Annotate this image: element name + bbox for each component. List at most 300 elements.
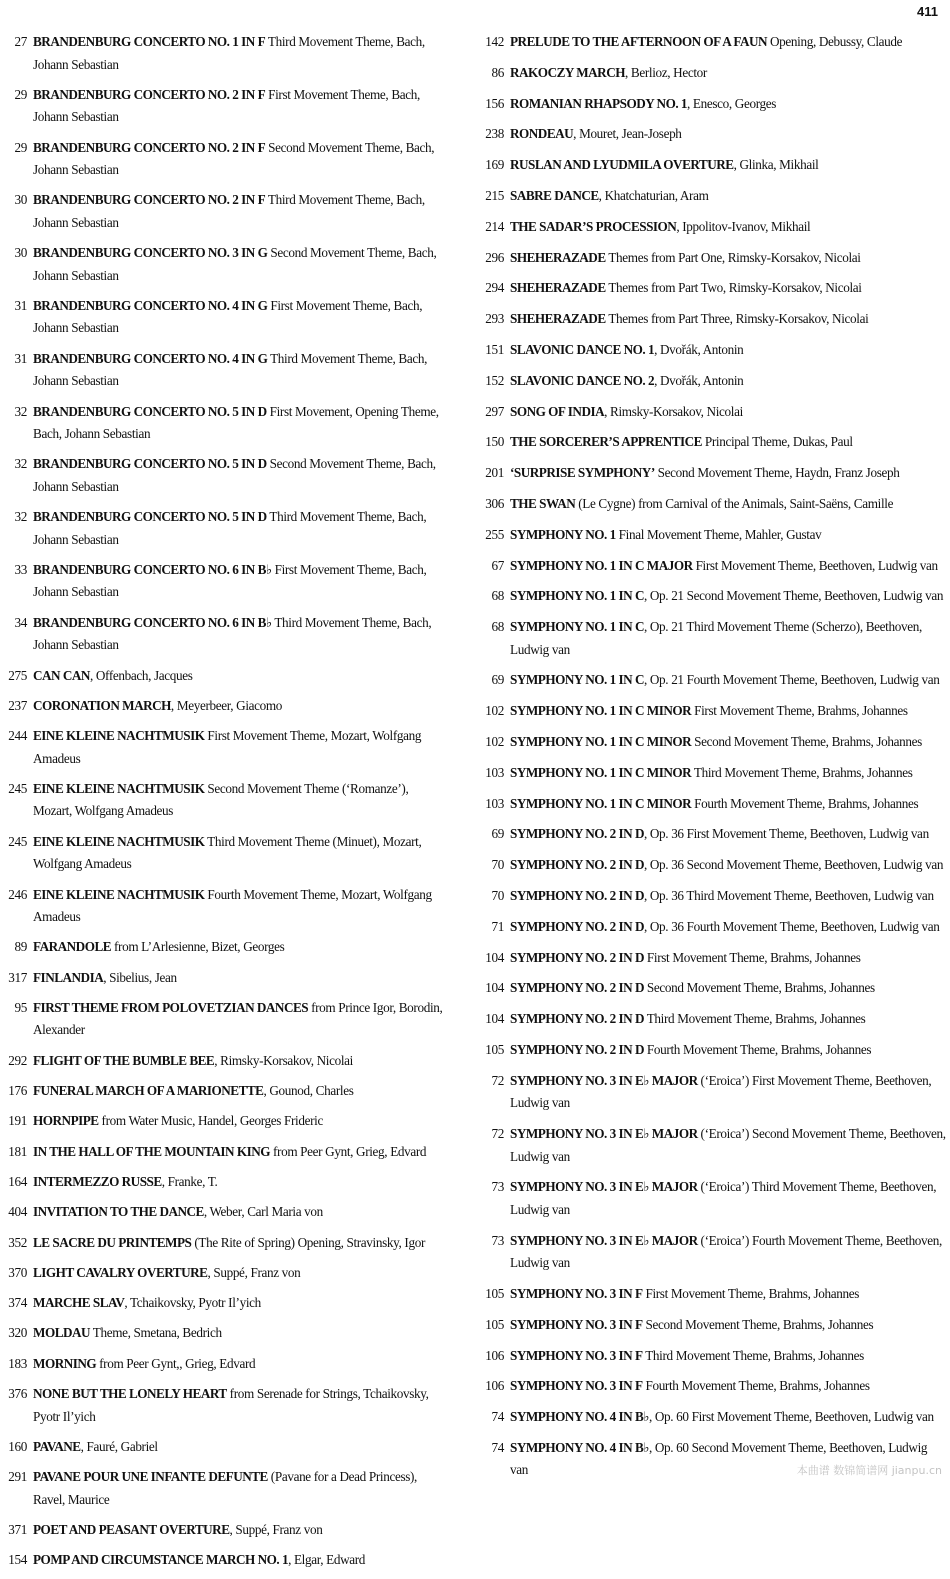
- page-ref: 32: [14, 509, 27, 525]
- index-entry: [0, 997, 450, 1042]
- page-ref: 72: [491, 1126, 504, 1142]
- index-entry: [0, 1549, 450, 1572]
- entry-title: BRANDENBURG CONCERTO NO. 2 IN F: [33, 139, 266, 155]
- entry-detail: (‘Eroica’) Third Movement Theme, Beethoven, Ludwig van: [510, 1179, 937, 1217]
- entry-title: SYMPHONY NO. 3 IN E♭ MAJOR: [510, 1126, 698, 1142]
- entry-detail: Theme, Smetana, Bedrich: [90, 1325, 222, 1341]
- page-ref: 70: [491, 857, 504, 873]
- page-ref: 67: [491, 557, 504, 573]
- entry-text: [33, 506, 450, 551]
- index-entry: [0, 1201, 450, 1224]
- index-entry: [0, 1262, 450, 1285]
- page-ref: 215: [485, 187, 504, 203]
- entry-text: [33, 831, 450, 876]
- page-ref: 102: [485, 703, 504, 719]
- entry-text: [510, 762, 946, 785]
- page-ref: 69: [491, 672, 504, 688]
- index-entry: [0, 1353, 450, 1376]
- entry-detail: Third Movement Theme (Minuet), Mozart, Wolfgang Amadeus: [33, 833, 422, 872]
- page-ref: 154: [8, 1552, 27, 1568]
- page-ref: 150: [485, 434, 504, 450]
- index-entry: [476, 185, 946, 208]
- entry-text: [33, 348, 450, 393]
- index-entry: [476, 700, 946, 723]
- index-entry: [476, 854, 946, 877]
- entry-detail: , Op. 36 First Movement Theme, Beethoven, Ludwig van: [643, 826, 929, 842]
- index-entry: [476, 585, 946, 608]
- index-entry: [476, 1123, 946, 1168]
- entry-detail: Second Movement Theme, Haydn, Franz Joseph: [654, 465, 900, 481]
- index-entry: [476, 93, 946, 116]
- index-entry: [476, 823, 946, 846]
- entry-title: SYMPHONY NO. 3 IN F: [510, 1316, 643, 1332]
- entry-detail: First Movement, Opening Theme, Bach, Johann Sebastian: [33, 403, 439, 442]
- entry-detail: First Movement Theme, Mozart, Wolfgang Amadeus: [33, 728, 422, 766]
- entry-title: CAN CAN: [33, 667, 90, 683]
- page-ref: 246: [8, 886, 27, 902]
- index-entry: [0, 189, 450, 234]
- entry-text: [510, 1283, 946, 1306]
- entry-detail: , Op. 60 First Movement Theme, Beethoven, Ludwig van: [648, 1409, 934, 1425]
- index-entry: [0, 137, 450, 182]
- page-ref: 106: [485, 1347, 504, 1363]
- entry-detail: , Op. 21 Third Movement Theme (Scherzo), Beethoven, Ludwig van: [510, 619, 922, 657]
- entry-detail: Second Movement Theme, Brahms, Johannes: [691, 734, 922, 750]
- entry-detail: , Sibelius, Jean: [103, 969, 177, 985]
- entry-detail: Principal Theme, Dukas, Paul: [701, 434, 853, 450]
- entry-text: [510, 493, 946, 516]
- entry-text: [510, 370, 946, 393]
- entry-detail: First Movement Theme, Brahms, Johannes: [643, 949, 861, 965]
- page-ref: 74: [491, 1439, 504, 1455]
- page-ref: 237: [8, 697, 27, 713]
- page-ref: 191: [8, 1113, 27, 1129]
- entry-detail: Second Movement Theme, Brahms, Johannes: [643, 980, 875, 996]
- entry-title: SLAVONIC DANCE NO. 2: [510, 372, 655, 388]
- entry-text: [33, 559, 450, 604]
- index-entry: [0, 295, 450, 340]
- entry-detail: , Franke, T.: [161, 1173, 218, 1189]
- page-ref: 29: [14, 139, 27, 155]
- entry-title: RONDEAU: [510, 126, 574, 142]
- index-entry: [0, 1110, 450, 1133]
- entry-detail: , Khatchaturian, Aram: [598, 187, 709, 203]
- entry-text: [33, 695, 450, 718]
- index-entry: [476, 1039, 946, 1062]
- entry-text: [510, 62, 946, 85]
- entry-title: RAKOCZY MARCH: [510, 64, 625, 80]
- entry-title: BRANDENBURG CONCERTO NO. 6 IN B♭: [33, 561, 272, 577]
- entry-text: [33, 997, 450, 1042]
- entry-text: [510, 885, 946, 908]
- page-ref: 297: [485, 403, 504, 419]
- page-ref: 30: [14, 245, 27, 261]
- entry-text: [33, 1383, 450, 1428]
- entry-title: BRANDENBURG CONCERTO NO. 5 IN D: [33, 403, 267, 419]
- index-entry: [476, 1375, 946, 1398]
- entry-title: SHEHERAZADE: [510, 311, 606, 327]
- entry-text: [510, 431, 946, 454]
- entry-title: INTERMEZZO RUSSE: [33, 1173, 162, 1189]
- entry-title: ‘SURPRISE SYMPHONY’: [510, 465, 655, 481]
- index-entry: [476, 370, 946, 393]
- entry-title: SYMPHONY NO. 4 IN B♭: [510, 1439, 649, 1455]
- entry-detail: , Enesco, Georges: [687, 95, 777, 111]
- page-ref: 73: [491, 1232, 504, 1248]
- entry-detail: Second Movement Theme, Brahms, Johannes: [642, 1316, 874, 1332]
- page-ref: 404: [8, 1204, 27, 1220]
- index-entry: [0, 1466, 450, 1511]
- entry-title: SYMPHONY NO. 1 IN C MINOR: [510, 703, 692, 719]
- index-entry: [476, 247, 946, 270]
- entry-text: [510, 216, 946, 239]
- entry-title: SYMPHONY NO. 1 IN C: [510, 588, 644, 604]
- page-ref: 32: [14, 456, 27, 472]
- entry-title: BRANDENBURG CONCERTO NO. 4 IN G: [33, 350, 268, 366]
- entry-detail: First Movement Theme, Bach, Johann Sebastian: [33, 561, 427, 600]
- entry-detail: Fourth Movement Theme, Brahms, Johannes: [642, 1378, 870, 1394]
- entry-title: SYMPHONY NO. 1 IN C MINOR: [510, 734, 692, 750]
- entry-title: SYMPHONY NO. 4 IN B♭: [510, 1409, 649, 1425]
- index-entry: [476, 669, 946, 692]
- page-ref: 294: [485, 280, 504, 296]
- entry-detail: (‘Eroica’) First Movement Theme, Beethoven, Ludwig van: [510, 1072, 932, 1111]
- entry-detail: First Movement Theme, Beethoven, Ludwig van: [692, 557, 938, 573]
- entry-title: BRANDENBURG CONCERTO NO. 2 IN F: [33, 86, 266, 102]
- page-ref: 320: [8, 1325, 27, 1341]
- page-ref: 30: [14, 192, 27, 208]
- entry-title: SYMPHONY NO. 3 IN F: [510, 1285, 643, 1301]
- entry-text: [33, 242, 450, 287]
- entry-title: FINLANDIA: [33, 969, 104, 985]
- entry-text: [510, 916, 946, 939]
- entry-title: FLIGHT OF THE BUMBLE BEE: [33, 1052, 215, 1068]
- page-ref: 89: [14, 939, 27, 955]
- entry-detail: from Serenade for Strings, Tchaikovsky, Pyotr Il’yich: [33, 1386, 429, 1424]
- page-ref: 176: [8, 1083, 27, 1099]
- entry-detail: , Op. 21 Second Movement Theme, Beethoven, Ludwig van: [643, 588, 944, 604]
- page-ref: 374: [8, 1295, 27, 1311]
- entry-text: [33, 189, 450, 234]
- entry-title: THE SWAN: [510, 495, 576, 511]
- page-ref: 71: [491, 918, 504, 934]
- entry-text: [510, 1230, 946, 1275]
- entry-text: [510, 462, 946, 485]
- entry-detail: Second Movement Theme, Bach, Johann Sebastian: [33, 245, 437, 283]
- page-ref: 238: [485, 126, 504, 142]
- page-ref: 255: [485, 526, 504, 542]
- entry-detail: from Prince Igor, Borodin, Alexander: [33, 999, 443, 1038]
- page-ref: 102: [485, 734, 504, 750]
- entry-title: MORNING: [33, 1355, 97, 1371]
- page-ref: 317: [8, 969, 27, 985]
- page-ref: 74: [491, 1409, 504, 1425]
- entry-title: PAVANE: [33, 1438, 81, 1454]
- entry-text: [510, 555, 946, 578]
- index-entry: [476, 1345, 946, 1368]
- entry-text: [33, 1519, 450, 1542]
- index-entry: [0, 1292, 450, 1315]
- entry-title: SYMPHONY NO. 1 IN C: [510, 672, 644, 688]
- entry-text: [33, 725, 450, 770]
- page-ref: 275: [8, 667, 27, 683]
- page-ref: 244: [8, 728, 27, 744]
- page-ref: 72: [491, 1072, 504, 1088]
- entry-text: [510, 1123, 946, 1168]
- entry-text: [33, 1466, 450, 1511]
- entry-text: [510, 339, 946, 362]
- page-ref: 292: [8, 1052, 27, 1068]
- entry-detail: , Rimsky-Korsakov, Nicolai: [604, 403, 743, 419]
- page-ref: 29: [14, 86, 27, 102]
- entry-detail: , Suppé, Franz von: [207, 1264, 301, 1280]
- entry-title: NONE BUT THE LONELY HEART: [33, 1386, 227, 1401]
- page-number: 411: [917, 4, 938, 19]
- entry-text: [510, 1070, 946, 1115]
- entry-detail: (‘Eroica’) Second Movement Theme, Beethoven, Ludwig van: [510, 1126, 946, 1164]
- index-entry: [0, 967, 450, 990]
- page-ref: 293: [485, 311, 504, 327]
- entry-detail: from Peer Gynt, Grieg, Edvard: [270, 1143, 427, 1159]
- entry-detail: Themes from Part One, Rimsky-Korsakov, Nicolai: [605, 249, 861, 265]
- entry-title: SHEHERAZADE: [510, 280, 606, 296]
- index-entry: [476, 277, 946, 300]
- page-ref: 86: [491, 64, 504, 80]
- entry-text: [33, 137, 450, 182]
- index-entry: [0, 665, 450, 688]
- entry-detail: , Gounod, Charles: [263, 1083, 354, 1099]
- index-entry: [0, 1171, 450, 1194]
- entry-title: POET AND PEASANT OVERTURE: [33, 1521, 230, 1537]
- page-ref: 152: [485, 372, 504, 388]
- index-entry: [476, 1406, 946, 1429]
- entry-title: PRELUDE TO THE AFTERNOON OF A FAUN: [510, 34, 768, 49]
- entry-title: SABRE DANCE: [510, 187, 599, 203]
- entry-text: [510, 185, 946, 208]
- entry-text: [33, 453, 450, 498]
- index-entry: [476, 308, 946, 331]
- index-entry: [476, 1070, 946, 1115]
- index-entry: [0, 1436, 450, 1459]
- entry-detail: , Ippolitov-Ivanov, Mikhail: [676, 218, 811, 234]
- entry-title: FARANDOLE: [33, 939, 112, 955]
- entry-detail: , Op. 36 Third Movement Theme, Beethoven, Ludwig van: [643, 888, 934, 904]
- entry-title: FIRST THEME FROM POLOVETZIAN DANCES: [33, 999, 309, 1015]
- page-ref: 103: [485, 795, 504, 811]
- index-entry: [0, 453, 450, 498]
- page-ref: 104: [485, 980, 504, 996]
- index-entry: [476, 916, 946, 939]
- index-entry: [476, 977, 946, 1000]
- entry-text: [33, 1436, 450, 1459]
- entry-detail: , Rimsky-Korsakov, Nicolai: [214, 1052, 353, 1068]
- entry-detail: , Elgar, Edward: [288, 1552, 366, 1568]
- index-entry: [476, 123, 946, 146]
- entry-title: BRANDENBURG CONCERTO NO. 3 IN G: [33, 245, 268, 261]
- index-entry: [476, 462, 946, 485]
- entry-detail: Third Movement Theme, Bach, Johann Sebastian: [33, 614, 432, 653]
- entry-text: [33, 295, 450, 340]
- entry-text: [510, 308, 946, 331]
- entry-title: SYMPHONY NO. 3 IN E♭ MAJOR: [510, 1072, 698, 1088]
- entry-text: [33, 1262, 450, 1285]
- entry-text: [33, 884, 450, 929]
- index-column-right: [476, 31, 946, 1490]
- entry-detail: , Offenbach, Jacques: [89, 667, 193, 683]
- index-entry: [0, 1232, 450, 1255]
- page-ref: 142: [485, 34, 504, 49]
- entry-title: SYMPHONY NO. 2 IN D: [510, 826, 644, 842]
- entry-detail: from Peer Gynt,, Grieg, Edvard: [96, 1355, 256, 1371]
- index-entry: [0, 31, 450, 76]
- entry-title: EINE KLEINE NACHTMUSIK: [33, 780, 205, 796]
- entry-title: LE SACRE DU PRINTEMPS: [33, 1234, 192, 1250]
- entry-detail: from L’Arlesienne, Bizet, Georges: [111, 939, 285, 955]
- entry-title: SONG OF INDIA: [510, 403, 605, 419]
- index-entry: [0, 831, 450, 876]
- entry-title: SYMPHONY NO. 2 IN D: [510, 1042, 644, 1057]
- page-ref: 376: [8, 1386, 27, 1401]
- entry-detail: , Meyerbeer, Giacomo: [170, 697, 283, 713]
- entry-detail: Third Movement Theme, Brahms, Johannes: [642, 1347, 864, 1363]
- page-ref: 104: [485, 949, 504, 965]
- page-ref: 68: [491, 588, 504, 604]
- index-column-left: [0, 31, 450, 1579]
- entry-text: [510, 977, 946, 1000]
- entry-title: SYMPHONY NO. 3 IN E♭ MAJOR: [510, 1179, 698, 1195]
- entry-title: BRANDENBURG CONCERTO NO. 6 IN B♭: [33, 614, 272, 630]
- page-ref: 95: [14, 999, 27, 1015]
- page-ref: 160: [8, 1438, 27, 1454]
- entry-text: [510, 154, 946, 177]
- entry-title: SHEHERAZADE: [510, 249, 606, 265]
- entry-text: [33, 1322, 450, 1345]
- index-entry: [476, 731, 946, 754]
- entry-detail: Third Movement Theme, Bach, Johann Sebastian: [33, 509, 427, 547]
- index-entry: [0, 936, 450, 959]
- page-ref: 371: [8, 1521, 27, 1537]
- index-entry: [476, 401, 946, 424]
- entry-text: [510, 731, 946, 754]
- entry-text: [33, 1353, 450, 1376]
- page-ref: 156: [485, 95, 504, 111]
- entry-text: [33, 967, 450, 990]
- page-ref: 73: [491, 1179, 504, 1195]
- entry-text: [510, 93, 946, 116]
- entry-text: [510, 669, 946, 692]
- page-ref: 201: [485, 465, 504, 481]
- entry-text: [510, 947, 946, 970]
- watermark: 本曲谱 数锦简谱网 jianpu.cn: [796, 1464, 942, 1477]
- page-ref: 181: [8, 1143, 27, 1159]
- entry-text: [510, 854, 946, 877]
- page-ref: 105: [485, 1285, 504, 1301]
- entry-title: BRANDENBURG CONCERTO NO. 5 IN D: [33, 456, 267, 472]
- entry-title: SYMPHONY NO. 2 IN D: [510, 1011, 644, 1027]
- entry-detail: Fourth Movement Theme, Brahms, Johannes: [691, 795, 919, 811]
- entry-detail: , Berlioz, Hector: [625, 64, 707, 80]
- entry-title: INVITATION TO THE DANCE: [33, 1204, 204, 1220]
- entry-text: [510, 524, 946, 547]
- index-entry: [0, 559, 450, 604]
- index-entry: [476, 1314, 946, 1337]
- page-ref: 68: [491, 619, 504, 635]
- entry-text: [510, 1314, 946, 1337]
- entry-detail: , Dvořák, Antonin: [654, 372, 744, 388]
- page-ref: 291: [8, 1469, 27, 1485]
- entry-title: POMP AND CIRCUMSTANCE MARCH NO. 1: [33, 1552, 289, 1568]
- entry-text: [510, 823, 946, 846]
- page-ref: 306: [485, 495, 504, 511]
- entry-text: [33, 1050, 450, 1073]
- entry-detail: Second Movement Theme, Bach, Johann Sebastian: [33, 139, 435, 178]
- entry-title: EINE KLEINE NACHTMUSIK: [33, 728, 205, 744]
- entry-detail: Third Movement Theme, Brahms, Johannes: [643, 1011, 866, 1027]
- index-entry: [476, 1176, 946, 1221]
- index-entry: [476, 947, 946, 970]
- entry-detail: Second Movement Theme, Bach, Johann Sebastian: [33, 456, 436, 494]
- entry-title: BRANDENBURG CONCERTO NO. 1 IN F: [33, 34, 266, 49]
- index-entry: [0, 401, 450, 446]
- entry-title: BRANDENBURG CONCERTO NO. 2 IN F: [33, 192, 266, 208]
- index-entry: [476, 493, 946, 516]
- index-entry: [476, 31, 946, 54]
- index-entry: [476, 762, 946, 785]
- entry-title: SYMPHONY NO. 1 IN C MAJOR: [510, 557, 693, 573]
- entry-detail: , Op. 60 Second Movement Theme, Beethoven, Ludwig van: [510, 1439, 928, 1478]
- page-ref: 169: [485, 157, 504, 173]
- entry-detail: , Dvořák, Antonin: [654, 341, 744, 357]
- entry-text: [33, 1141, 450, 1164]
- entry-text: [510, 1375, 946, 1398]
- index-entry: [476, 216, 946, 239]
- index-entry: [476, 431, 946, 454]
- entry-detail: Opening, Debussy, Claude: [767, 34, 903, 49]
- page-ref: 33: [14, 561, 27, 577]
- entry-detail: , Weber, Carl Maria von: [203, 1204, 323, 1220]
- entry-title: SYMPHONY NO. 2 IN D: [510, 918, 644, 934]
- page-ref: 34: [14, 614, 27, 630]
- entry-text: [510, 401, 946, 424]
- entry-text: [510, 277, 946, 300]
- index-entry: [0, 348, 450, 393]
- entry-detail: First Movement Theme, Brahms, Johannes: [691, 703, 908, 719]
- page-ref: 214: [485, 218, 504, 234]
- entry-text: [510, 616, 946, 661]
- entry-title: LIGHT CAVALRY OVERTURE: [33, 1264, 208, 1280]
- page-ref: 164: [8, 1173, 27, 1189]
- index-entry: [0, 695, 450, 718]
- page-ref: 104: [485, 1011, 504, 1027]
- entry-title: THE SADAR’S PROCESSION: [510, 218, 677, 234]
- entry-detail: Third Movement Theme, Bach, Johann Sebastian: [33, 34, 425, 72]
- entry-detail: , Mouret, Jean-Joseph: [573, 126, 682, 142]
- entry-text: [33, 1201, 450, 1224]
- entry-text: [33, 665, 450, 688]
- index-entry: [476, 793, 946, 816]
- entry-title: EINE KLEINE NACHTMUSIK: [33, 886, 205, 902]
- page-ref: 245: [8, 833, 27, 849]
- page-ref: 106: [485, 1378, 504, 1394]
- entry-detail: (The Rite of Spring) Opening, Stravinsky, Igor: [191, 1234, 425, 1250]
- page-ref: 296: [485, 249, 504, 265]
- page-ref: 31: [14, 297, 27, 313]
- entry-text: [510, 123, 946, 146]
- entry-title: MARCHE SLAV: [33, 1295, 125, 1311]
- entry-title: IN THE HALL OF THE MOUNTAIN KING: [33, 1143, 271, 1159]
- entry-detail: , Op. 36 Second Movement Theme, Beethoven, Ludwig van: [643, 857, 944, 873]
- entry-title: SYMPHONY NO. 2 IN D: [510, 888, 644, 904]
